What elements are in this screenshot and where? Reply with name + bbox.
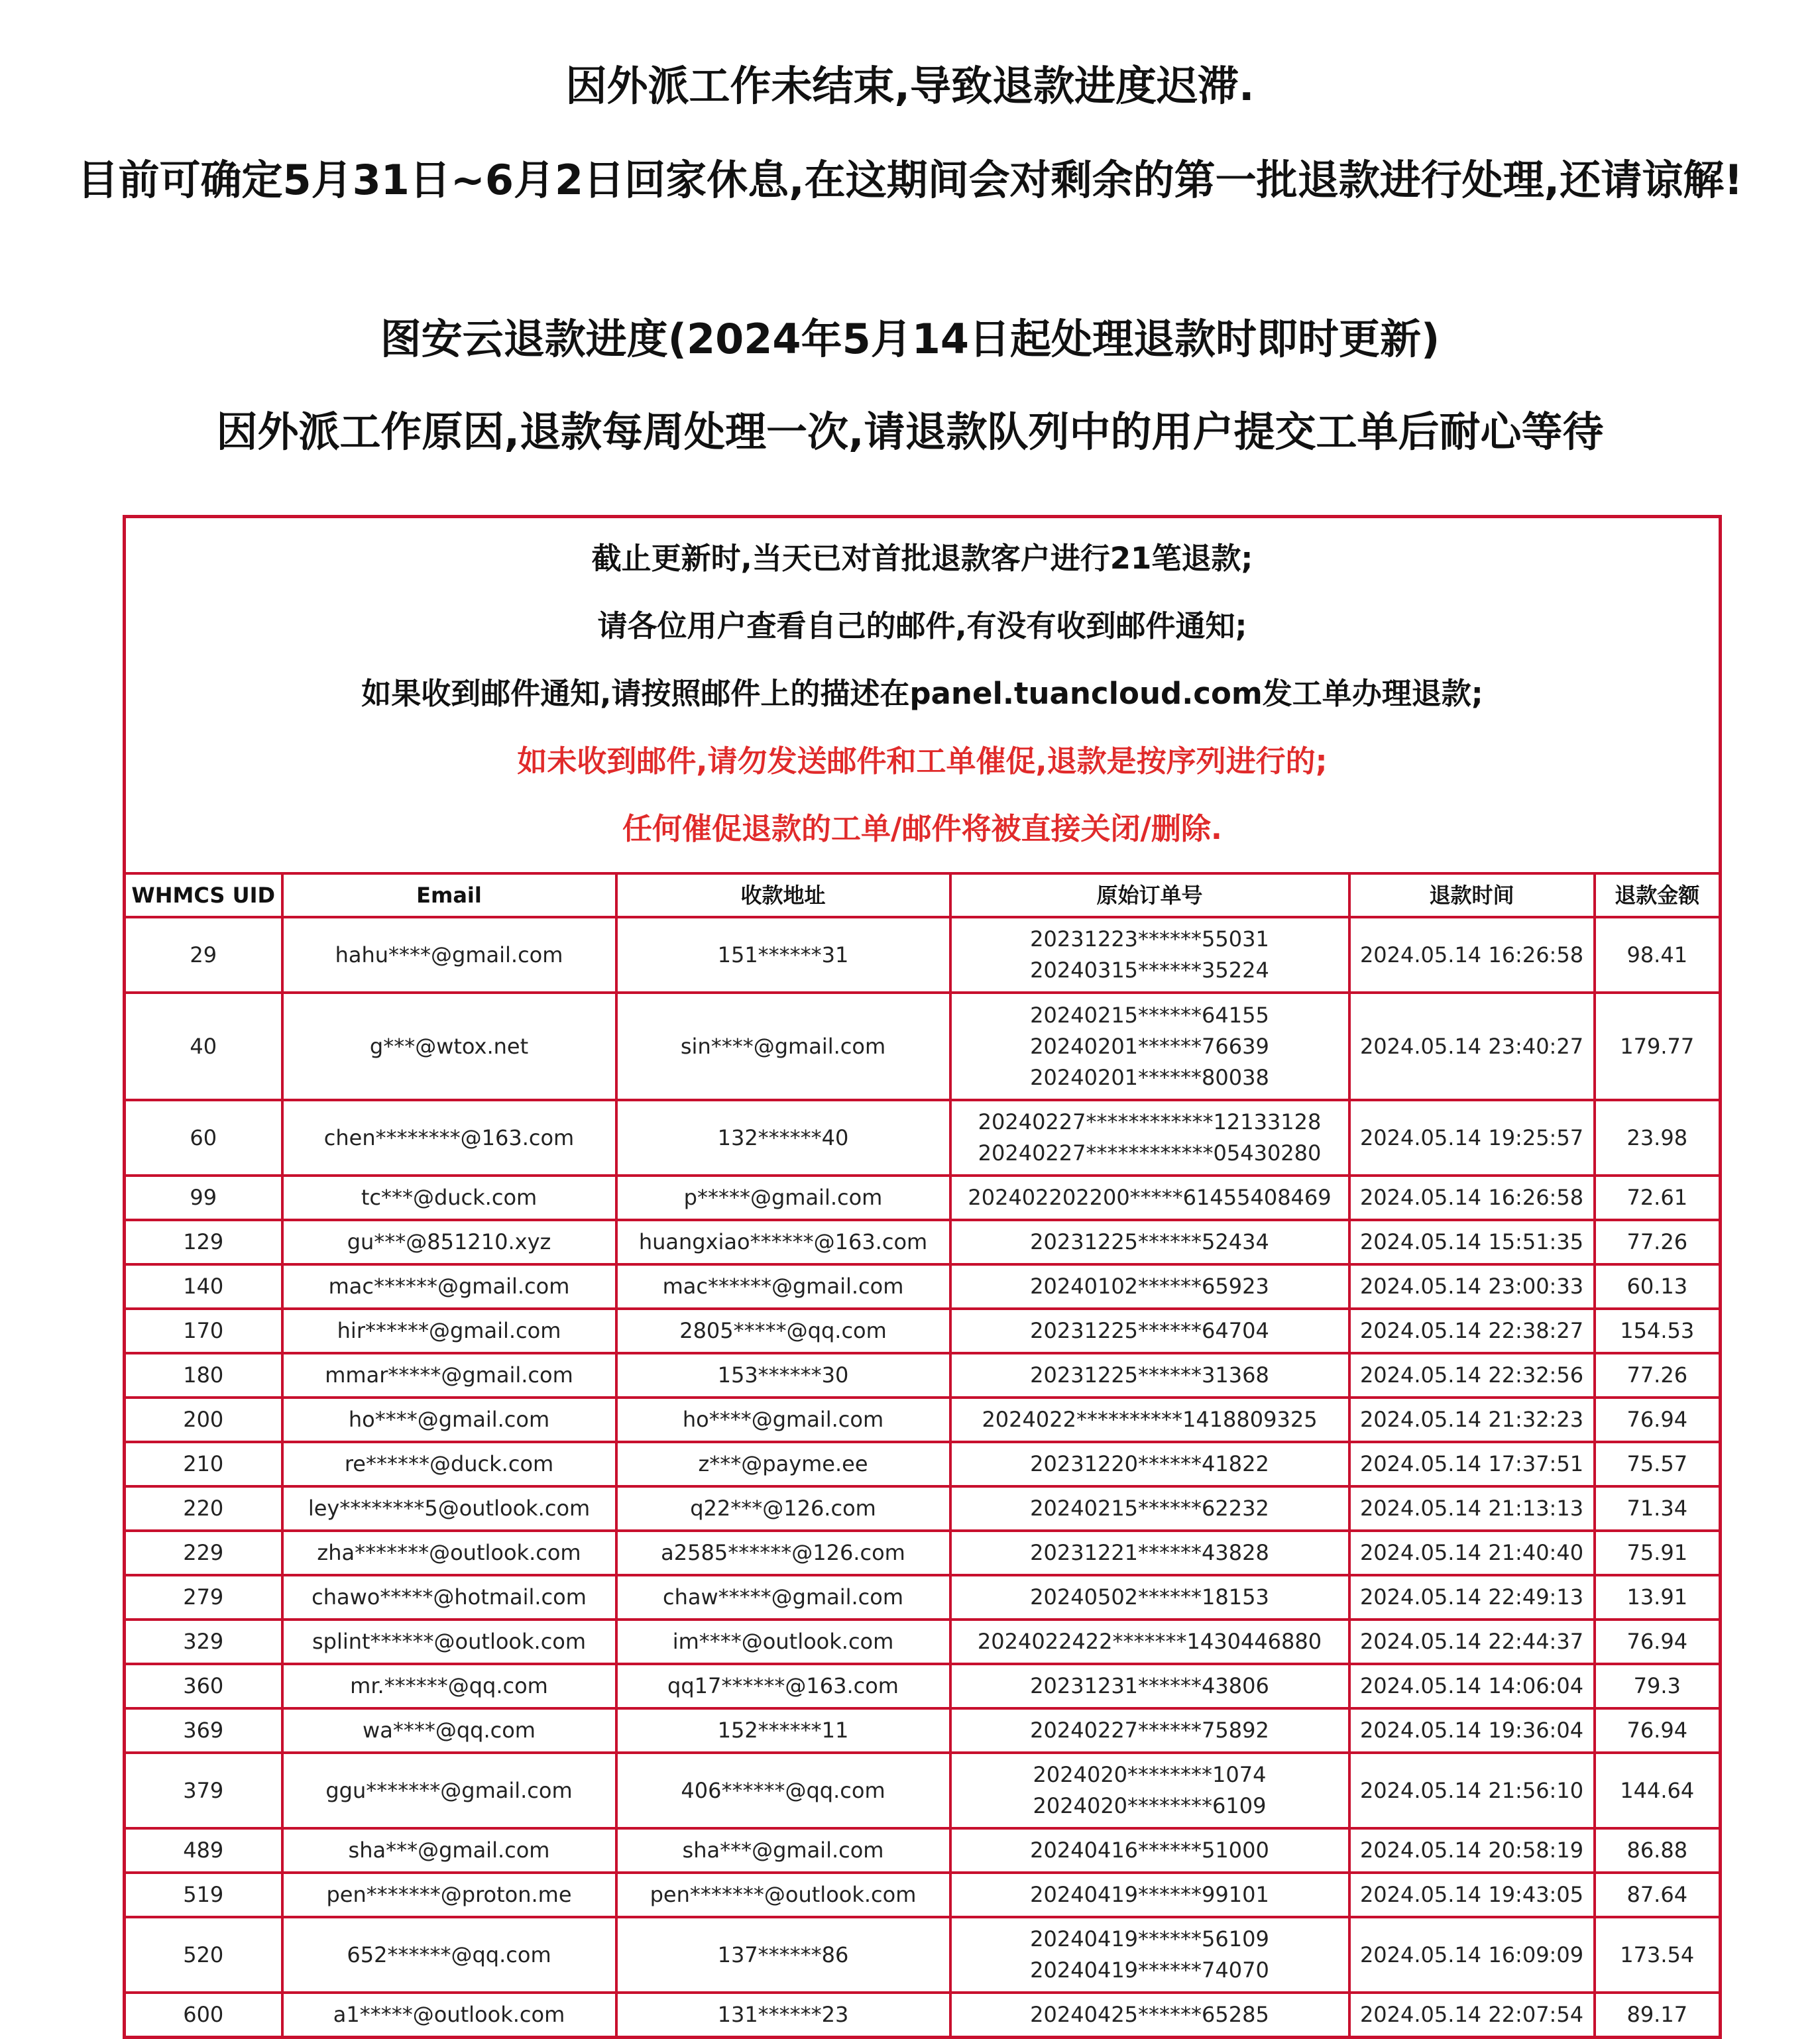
table-row (125, 1575, 1721, 1620)
order-cell (950, 1664, 1349, 1708)
uid-cell: 60 (125, 1100, 282, 1176)
table-row (125, 1664, 1721, 1708)
uid-cell: 29 (125, 917, 282, 993)
refund-amount-cell: 79.3 (1595, 1664, 1721, 1708)
uid-cell: 129 (125, 1220, 282, 1264)
order-number: 20240201******76639 (1030, 1033, 1269, 1059)
refund-time-cell: 2024.05.14 23:00:33 (1349, 1264, 1595, 1309)
column-header-time: 退款时间 (1349, 873, 1595, 917)
order-number: 20231223******55031 (1030, 926, 1269, 952)
refund-amount-cell: 179.77 (1595, 993, 1721, 1100)
email-cell: hahu****@gmail.com (282, 917, 616, 993)
refund-time-cell: 2024.05.14 21:32:23 (1349, 1398, 1595, 1442)
address-cell: q22***@126.com (616, 1486, 950, 1531)
uid-cell: 520 (125, 1917, 282, 1993)
notice-box (125, 517, 1721, 874)
uid-cell: 140 (125, 1264, 282, 1309)
refund-amount-cell: 76.94 (1595, 1620, 1721, 1664)
refund-time-cell: 2024.05.14 15:51:35 (1349, 1220, 1595, 1264)
email-cell: hir******@gmail.com (282, 1309, 616, 1353)
uid-cell: 379 (125, 1753, 282, 1828)
refund-amount-cell: 76.94 (1595, 1398, 1721, 1442)
email-cell: ho****@gmail.com (282, 1398, 616, 1442)
address-cell: sha***@gmail.com (616, 1828, 950, 1873)
order-cell (950, 1993, 1349, 2038)
refund-time-cell: 2024.05.14 22:07:54 (1349, 1993, 1595, 2038)
uid-cell: 99 (125, 1176, 282, 1220)
column-header-amount: 退款金额 (1595, 873, 1721, 917)
uid-cell: 180 (125, 1353, 282, 1398)
order-cell (950, 1220, 1349, 1264)
refund-time-cell: 2024.05.14 16:26:58 (1349, 917, 1595, 993)
order-cell (950, 1917, 1349, 1993)
refund-time-cell: 2024.05.14 23:40:27 (1349, 993, 1595, 1100)
refund-amount-cell: 60.13 (1595, 1264, 1721, 1309)
refund-amount-cell: 75.91 (1595, 1531, 1721, 1575)
refund-time-cell: 2024.05.14 19:43:05 (1349, 1873, 1595, 1917)
address-cell: chaw*****@gmail.com (616, 1575, 950, 1620)
order-cell (950, 1620, 1349, 1664)
email-cell: g***@wtox.net (282, 993, 616, 1100)
refund-time-cell: 2024.05.14 20:58:19 (1349, 1828, 1595, 1873)
address-cell: huangxiao******@163.com (616, 1220, 950, 1264)
order-number: 20240416******51000 (1030, 1838, 1269, 1863)
address-cell: sin****@gmail.com (616, 993, 950, 1100)
table-row (125, 1917, 1721, 1993)
table-row (125, 917, 1721, 993)
table-row (125, 1264, 1721, 1309)
table-header-row (125, 873, 1721, 917)
email-cell: tc***@duck.com (282, 1176, 616, 1220)
warning-line-1: 如未收到邮件,请勿发送邮件和工单催促,退款是按序列进行的; (517, 744, 1328, 779)
order-cell (950, 917, 1349, 993)
email-cell: mr.******@qq.com (282, 1664, 616, 1708)
table-row (125, 1176, 1721, 1220)
email-cell: mmar*****@gmail.com (282, 1353, 616, 1398)
address-cell: ho****@gmail.com (616, 1398, 950, 1442)
order-number: 2024022**********1418809325 (982, 1407, 1318, 1432)
email-cell: splint******@outlook.com (282, 1620, 616, 1664)
order-number: 20240201******80038 (1030, 1064, 1269, 1090)
table-row (125, 993, 1721, 1100)
refund-time-cell: 2024.05.14 16:09:09 (1349, 1917, 1595, 1993)
order-number: 20231220******41822 (1030, 1451, 1269, 1476)
address-cell: im****@outlook.com (616, 1620, 950, 1664)
email-cell: mac******@gmail.com (282, 1264, 616, 1309)
address-cell: z***@payme.ee (616, 1442, 950, 1486)
order-cell (950, 1708, 1349, 1753)
table-row (125, 1708, 1721, 1753)
announcement-line-1: 因外派工作未结束,导致退款进度迟滞. (565, 62, 1255, 110)
address-cell: 2805*****@qq.com (616, 1309, 950, 1353)
refund-amount-cell: 87.64 (1595, 1873, 1721, 1917)
uid-cell: 210 (125, 1442, 282, 1486)
refund-amount-cell: 173.54 (1595, 1917, 1721, 1993)
order-number: 2024022422*******1430446880 (977, 1629, 1322, 1654)
refund-amount-cell: 76.94 (1595, 1708, 1721, 1753)
table-row (125, 1873, 1721, 1917)
order-cell (950, 1309, 1349, 1353)
uid-cell: 279 (125, 1575, 282, 1620)
announcement-line-4: 因外派工作原因,退款每周处理一次,请退款队列中的用户提交工单后耐心等待 (216, 408, 1604, 456)
order-cell (950, 1575, 1349, 1620)
refund-time-cell: 2024.05.14 21:13:13 (1349, 1486, 1595, 1531)
refund-time-cell: 2024.05.14 17:37:51 (1349, 1442, 1595, 1486)
address-cell: p*****@gmail.com (616, 1176, 950, 1220)
refund-amount-cell: 77.26 (1595, 1220, 1721, 1264)
table-row (125, 1309, 1721, 1353)
notice-line-2: 请各位用户查看自己的邮件,有没有收到邮件通知; (597, 608, 1247, 643)
refund-amount-cell: 77.26 (1595, 1353, 1721, 1398)
uid-cell: 200 (125, 1398, 282, 1442)
table-row (125, 1620, 1721, 1664)
refund-time-cell: 2024.05.14 22:32:56 (1349, 1353, 1595, 1398)
order-number: 20240227************05430280 (978, 1140, 1322, 1166)
refund-time-cell: 2024.05.14 19:36:04 (1349, 1708, 1595, 1753)
order-cell (950, 1486, 1349, 1531)
order-number: 20240502******18153 (1030, 1584, 1269, 1610)
refund-amount-cell: 144.64 (1595, 1753, 1721, 1828)
order-number: 202402202200*****61455408469 (968, 1185, 1332, 1210)
uid-cell: 360 (125, 1664, 282, 1708)
order-number: 20240102******65923 (1030, 1274, 1269, 1299)
address-cell: a2585******@126.com (616, 1531, 950, 1575)
email-cell: zha*******@outlook.com (282, 1531, 616, 1575)
uid-cell: 600 (125, 1993, 282, 2038)
email-cell: sha***@gmail.com (282, 1828, 616, 1873)
column-header-email: Email (282, 873, 616, 917)
refund-time-cell: 2024.05.14 22:38:27 (1349, 1309, 1595, 1353)
address-cell: 132******40 (616, 1100, 950, 1176)
table-row (125, 1753, 1721, 1828)
column-header-address: 收款地址 (616, 873, 950, 917)
order-number: 20240215******62232 (1030, 1496, 1269, 1521)
address-cell: 137******86 (616, 1917, 950, 1993)
refund-amount-cell: 154.53 (1595, 1309, 1721, 1353)
order-cell (950, 1353, 1349, 1398)
order-number: 20231225******31368 (1030, 1362, 1269, 1388)
notice-line-3: 如果收到邮件通知,请按照邮件上的描述在panel.tuancloud.com发工单办理退款; (361, 676, 1483, 711)
refund-time-cell: 2024.05.14 21:40:40 (1349, 1531, 1595, 1575)
email-cell: chawo*****@hotmail.com (282, 1575, 616, 1620)
column-header-order: 原始订单号 (950, 873, 1349, 917)
refund-time-cell: 2024.05.14 14:06:04 (1349, 1664, 1595, 1708)
table-row (125, 1828, 1721, 1873)
order-number: 20231231******43806 (1030, 1673, 1269, 1698)
email-cell: gu***@851210.xyz (282, 1220, 616, 1264)
email-cell: 652******@qq.com (282, 1917, 616, 1993)
refund-time-cell: 2024.05.14 22:44:37 (1349, 1620, 1595, 1664)
refund-time-cell: 2024.05.14 21:56:10 (1349, 1753, 1595, 1828)
table-row (125, 1531, 1721, 1575)
address-cell: qq17******@163.com (616, 1664, 950, 1708)
refund-amount-cell: 98.41 (1595, 917, 1721, 993)
page-title: 图安云退款进度(2024年5月14日起处理退款时即时更新) (380, 315, 1440, 363)
order-cell (950, 993, 1349, 1100)
order-number: 20231225******52434 (1030, 1229, 1269, 1254)
order-number: 20240419******56109 (1030, 1926, 1269, 1952)
address-cell: 131******23 (616, 1993, 950, 2038)
table-row (125, 1398, 1721, 1442)
uid-cell: 220 (125, 1486, 282, 1531)
address-cell: pen*******@outlook.com (616, 1873, 950, 1917)
uid-cell: 40 (125, 993, 282, 1100)
order-cell (950, 1176, 1349, 1220)
refund-amount-cell: 13.91 (1595, 1575, 1721, 1620)
order-number: 20240215******64155 (1030, 1002, 1269, 1028)
refund-amount-cell: 75.57 (1595, 1442, 1721, 1486)
table-row (125, 1100, 1721, 1176)
announcement-line-2: 目前可确定5月31日~6月2日回家休息,在这期间会对剩余的第一批退款进行处理,还请谅解! (77, 156, 1743, 204)
uid-cell: 489 (125, 1828, 282, 1873)
uid-cell: 519 (125, 1873, 282, 1917)
table-row (125, 1353, 1721, 1398)
refund-time-cell: 2024.05.14 19:25:57 (1349, 1100, 1595, 1176)
order-number: 20240425******65285 (1030, 2002, 1269, 2027)
table-body (125, 917, 1721, 2038)
refund-amount-cell: 86.88 (1595, 1828, 1721, 1873)
order-number: 20240419******99101 (1030, 1882, 1269, 1907)
order-cell (950, 1873, 1349, 1917)
order-cell (950, 1100, 1349, 1176)
uid-cell: 229 (125, 1531, 282, 1575)
uid-cell: 369 (125, 1708, 282, 1753)
email-cell: pen*******@proton.me (282, 1873, 616, 1917)
refund-time-cell: 2024.05.14 16:26:58 (1349, 1176, 1595, 1220)
order-number: 20231221******43828 (1030, 1540, 1269, 1565)
order-number: 20240419******74070 (1030, 1957, 1269, 1983)
address-cell: 406******@qq.com (616, 1753, 950, 1828)
notice-line-1: 截止更新时,当天已对首批退款客户进行21笔退款; (591, 541, 1253, 576)
order-cell (950, 1398, 1349, 1442)
order-cell (950, 1264, 1349, 1309)
order-number: 20240227******75892 (1030, 1718, 1269, 1743)
email-cell: wa****@qq.com (282, 1708, 616, 1753)
address-cell: 152******11 (616, 1708, 950, 1753)
table-row (125, 1220, 1721, 1264)
order-cell (950, 1531, 1349, 1575)
order-cell (950, 1753, 1349, 1828)
table-row (125, 1442, 1721, 1486)
refund-table (123, 515, 1722, 2039)
uid-cell: 329 (125, 1620, 282, 1664)
uid-cell: 170 (125, 1309, 282, 1353)
refund-amount-cell: 89.17 (1595, 1993, 1721, 2038)
address-cell: 153******30 (616, 1353, 950, 1398)
email-cell: re******@duck.com (282, 1442, 616, 1486)
warning-line-2: 任何催促退款的工单/邮件将被直接关闭/删除. (622, 811, 1222, 846)
column-header-uid: WHMCS UID (125, 873, 282, 917)
order-number: 20240315******35224 (1030, 958, 1269, 983)
table-row (125, 1993, 1721, 2038)
refund-amount-cell: 23.98 (1595, 1100, 1721, 1176)
order-number: 2024020********6109 (1033, 1793, 1267, 1818)
email-cell: a1*****@outlook.com (282, 1993, 616, 2038)
email-cell: chen********@163.com (282, 1100, 616, 1176)
refund-time-cell: 2024.05.14 22:49:13 (1349, 1575, 1595, 1620)
email-cell: ggu*******@gmail.com (282, 1753, 616, 1828)
table-row (125, 1486, 1721, 1531)
order-number: 20240227************12133128 (978, 1109, 1322, 1134)
email-cell: ley********5@outlook.com (282, 1486, 616, 1531)
address-cell: mac******@gmail.com (616, 1264, 950, 1309)
refund-amount-cell: 71.34 (1595, 1486, 1721, 1531)
order-cell (950, 1442, 1349, 1486)
refund-amount-cell: 72.61 (1595, 1176, 1721, 1220)
order-number: 2024020********1074 (1033, 1762, 1267, 1787)
order-cell (950, 1828, 1349, 1873)
address-cell: 151******31 (616, 917, 950, 993)
order-number: 20231225******64704 (1030, 1318, 1269, 1343)
